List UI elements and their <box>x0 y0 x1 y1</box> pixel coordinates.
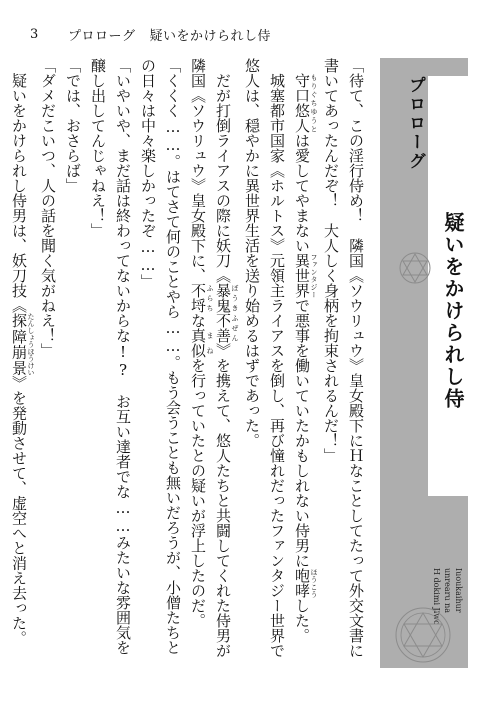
paragraph <box>35 58 60 658</box>
paragraph <box>85 58 135 658</box>
paragraph <box>135 58 185 658</box>
chapter-title: 疑いをかけられし侍 <box>441 212 465 410</box>
text-run: 「ダメだこいつ、人の話を聞く気がねえ！」 <box>39 58 57 358</box>
chapter-title-band <box>428 76 468 496</box>
header-chapter: プロローグ <box>68 28 136 44</box>
paragraph <box>318 58 368 658</box>
ruby-reading: ファンタジー <box>310 253 318 298</box>
ruby-reading: ふらち <box>206 283 214 313</box>
page-number: 3 <box>30 26 39 42</box>
ruby-reading: たんしょうほうけい <box>27 312 35 376</box>
ruby-word <box>10 312 35 376</box>
ruby-reading: ぼうきふぜん <box>231 283 239 343</box>
text-run: 》を発動させて、虚空へと消え去った。 <box>10 375 28 646</box>
paragraph <box>185 58 239 658</box>
ruby-base: 咆哮 <box>293 568 311 598</box>
text-run: 「では、おさらば」 <box>64 58 82 193</box>
paragraph <box>239 58 289 658</box>
ruby-word <box>293 568 318 598</box>
text-run: 「待て、この淫行侍め！ 隣国《ソウリュウ》皇女殿下にＨなことしてたって外交文書に書いてあったんだぞ！ 大人しく身柄を拘束されるんだ！」 <box>322 58 365 658</box>
running-header <box>30 22 470 46</box>
romaji-line: unrearu na <box>443 568 452 614</box>
text-run <box>293 58 311 73</box>
paragraph <box>289 58 318 658</box>
chapter-title-panel <box>380 58 468 668</box>
ruby-reading: ほうこう <box>310 568 318 598</box>
paragraph <box>60 58 85 658</box>
ruby-word <box>293 253 318 298</box>
ruby-base: 守口悠人 <box>293 73 311 133</box>
hexagram-icon <box>394 606 452 664</box>
body-text <box>10 58 368 658</box>
header-title: 疑いをかけられし侍 <box>149 28 272 44</box>
ruby-base: 不埒 <box>189 283 207 313</box>
paragraph <box>6 58 35 658</box>
text-run: だが打倒ライアスの際に妖刀《 <box>214 58 232 283</box>
ruby-base: 暴鬼不善 <box>214 283 232 343</box>
text-run: 城塞都市国家《ホルトス》元領主ライアスを倒し、再び憧れだったファンタジー世界で悠人は、穏やかに異世界生活を送り始めるはずであった。 <box>243 58 286 658</box>
ruby-base: 探障崩景 <box>10 312 28 376</box>
ruby-word <box>293 73 318 133</box>
ruby-reading: まね <box>206 328 214 358</box>
romaji-line: H dokimi Jiwo <box>432 568 441 625</box>
hexagram-icon <box>398 251 432 285</box>
text-run: 「いやいや、まだ話は終わってないからな!? お互い達者でな……みたいな雰囲気を醸し出してんじゃねえ！」 <box>89 58 132 655</box>
chapter-label: プロローグ <box>405 76 425 171</box>
text-run: を行っていたとの疑いが浮上したのだ。 <box>189 358 207 628</box>
text-run: は愛してやまない <box>293 133 311 253</box>
text-run: な <box>189 313 207 328</box>
text-run: 疑いをかけられし侍男は、妖刀技《 <box>10 58 28 313</box>
text-run: で悪事を働いていたかもしれない侍男に <box>293 298 311 568</box>
ruby-word <box>214 283 239 343</box>
ruby-word <box>189 328 214 358</box>
ruby-base: 真似 <box>189 328 207 358</box>
text-run: 》を携えて、悠人たちと共闘してくれた侍男が隣国《ソウリュウ》皇女殿下に、 <box>189 58 232 658</box>
ruby-reading: もりぐちゆうと <box>310 73 318 133</box>
ruby-word <box>189 283 214 313</box>
romaji-line: Iuoukaihur <box>454 568 463 613</box>
text-run: した。 <box>293 598 311 643</box>
ruby-base: 異世界 <box>293 253 311 298</box>
text-run: 「くくく……。はてさて何のことやら……。もう会うことも無いだろうが、小僧たちとの日々は中々楽しかったぞ……」 <box>139 58 182 655</box>
